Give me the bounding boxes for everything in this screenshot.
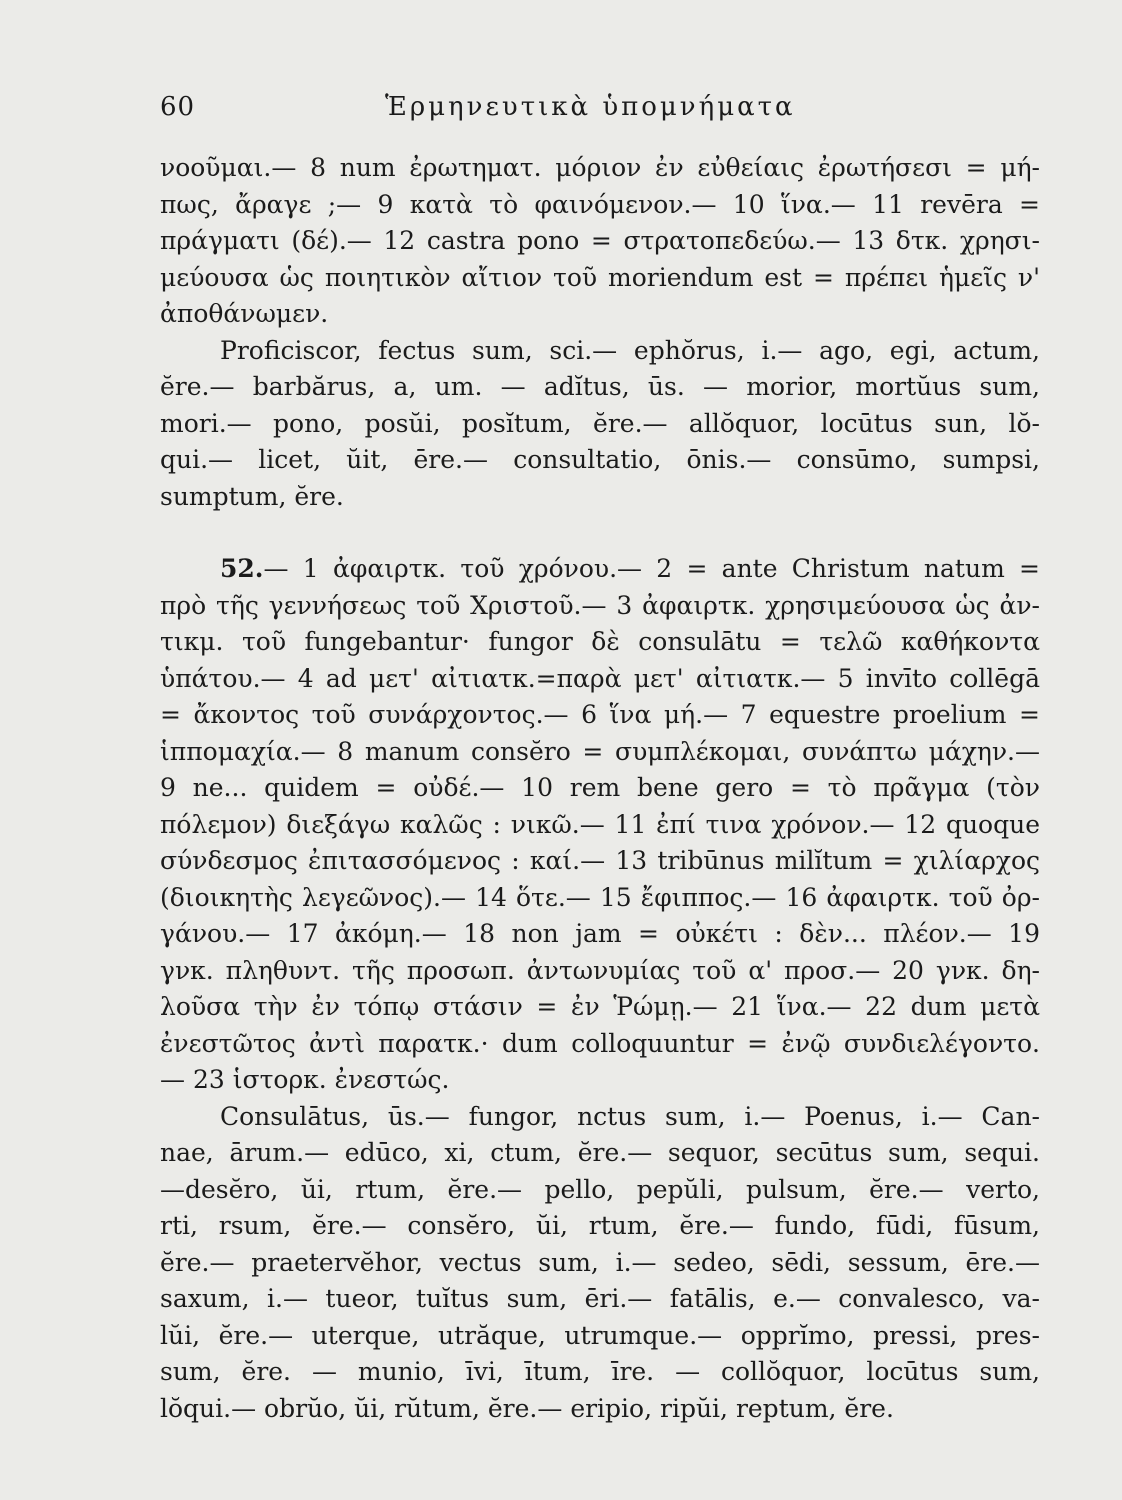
text-line: Consulātus, ūs.— fungor, nctus sum, i.— Poenus, i.— Can- <box>220 1101 1040 1131</box>
text-line: ĕre.— barbărus, a, um. — adĭtus, ūs. — morior, mortŭus sum, <box>160 372 1040 401</box>
text-line: λοῦσα τὴν ἐν τόπῳ στάσιν = ἐν Ῥώμῃ.— 21 ἵνα.— 22 dum μετὰ <box>160 992 1040 1021</box>
text-line: sumptum, ĕre. <box>160 481 344 511</box>
text-line: Proficiscor, fectus sum, sci.— ephŏrus, i.— ago, egi, actum, <box>220 335 1040 365</box>
text-line: γάνου.— 17 ἀκόμη.— 18 non jam = οὐκέτι : δὲν... πλέον.— 19 <box>160 919 1040 948</box>
running-title: Ἑρμηνευτικὰ ὑπομνήματα <box>385 92 796 122</box>
text-line: — 23 ἱστορκ. ἐνεστώς. <box>160 1065 450 1094</box>
text-line: πρὸ τῆς γεννήσεως τοῦ Χριστοῦ.— 3 ἀφαιρτκ. χρησιμεύουσα ὡς ἀν- <box>160 590 1040 620</box>
text-line: σύνδεσμος ἐπιτασσόμενος : καί.— 13 tribūnus milĭtum = χιλίαρχος <box>160 846 1040 875</box>
section-51-notes <box>160 150 1040 333</box>
text-line: = ἄκοντος τοῦ συνάρχοντος.— 6 ἵνα μή.— 7 equestre proelium = <box>160 700 1040 729</box>
text-line: saxum, i.— tueor, tuĭtus sum, ēri.— fatālis, e.— convalesco, va- <box>160 1284 1040 1313</box>
text-line: πόλεμον) διεξάγω καλῶς : νικῶ.— 11 ἐπί τινα χρόνον.— 12 quoque <box>160 809 1040 839</box>
text-line: γνκ. πληθυντ. τῆς προσωπ. ἀντωνυμίας τοῦ α' προσ.— 20 γνκ. δη- <box>160 955 1040 985</box>
text-line: ἀποθάνωμεν. <box>160 299 329 328</box>
text-line: qui.— licet, ŭit, ēre.— consultatio, ōnis.— consūmo, sumpsi, <box>160 445 1040 474</box>
text-block <box>160 150 1040 1427</box>
text-line: rti, rsum, ĕre.— consĕro, ŭi, rtum, ĕre.— fundo, fūdi, fūsum, <box>160 1211 1040 1240</box>
text-line: ἱππομαχία.— 8 manum consĕro = συμπλέκομαι, συνάπτω μάχην.— <box>160 736 1040 766</box>
text-line: ὑπάτου.— 4 ad μετ' αἰτιατκ.=παρὰ μετ' αἰτιατκ.— 5 invīto collēgā <box>160 663 1040 693</box>
section-number: 52. <box>220 554 264 583</box>
text-line: lŏqui.— obrŭo, ŭi, rŭtum, ĕre.— eripio, ripŭi, reptum, ĕre. <box>160 1393 894 1423</box>
text-line: μεύουσα ὡς ποιητικὸν αἴτιον τοῦ moriendum est = πρέπει ἡμεῖς ν' <box>160 262 1040 292</box>
text-line: πράγματι (δέ).— 12 castra pono = στρατοπεδεύω.— 13 δτκ. χρησι- <box>160 226 1040 255</box>
text-line: τικμ. τοῦ fungebantur· fungor δὲ consulātu = τελῶ καθήκοντα <box>160 627 1040 656</box>
text-line: 9 ne... quidem = οὐδέ.— 10 rem bene gero = τὸ πρᾶγμα (τὸν <box>160 773 1040 802</box>
text-line: mori.— pono, posŭi, posĭtum, ĕre.— allŏquor, locūtus sun, lŏ- <box>160 408 1040 438</box>
text-line: ἐνεστῶτος ἀντὶ παρατκ.· dum colloquuntur = ἐνῷ συνδιελέγοντο. <box>160 1028 1040 1058</box>
page-header <box>160 92 1040 136</box>
text-line: —desĕro, ŭi, rtum, ĕre.— pello, pepŭli, pulsum, ĕre.— verto, <box>160 1174 1040 1204</box>
text-line <box>160 551 1040 588</box>
section-gap <box>160 515 1040 551</box>
text-line: lŭi, ĕre.— uterque, utrăque, utrumque.— opprĭmo, pressi, pres- <box>160 1320 1040 1350</box>
text-line: πως, ἄραγε ;— 9 κατὰ τὸ φαινόμενον.— 10 ἵνα.— 11 revēra = <box>160 189 1040 219</box>
text-line: nae, ārum.— edūco, xi, ctum, ĕre.— sequor, secūtus sum, sequi. <box>160 1138 1040 1167</box>
text-line: sum, ĕre. — munio, īvi, ītum, īre. — collŏquor, locūtus sum, <box>160 1357 1040 1386</box>
section-51-vocabulary <box>160 333 1040 516</box>
section-52-first-line: — 1 ἀφαιρτκ. τοῦ χρόνου.— 2 = ante Christum natum = <box>263 554 1040 583</box>
text-line: νοοῦμαι.— 8 num ἐρωτηματ. μόριον ἐν εὐθείαις ἐρωτήσεσι = μή- <box>160 153 1040 182</box>
section-52-notes <box>160 551 1040 1099</box>
text-line: ĕre.— praetervĕhor, vectus sum, i.— sedeo, sēdi, sessum, ēre.— <box>160 1247 1040 1277</box>
text-line: (διοικητὴς λεγεῶνος).— 14 ὅτε.— 15 ἔφιππος.— 16 ἀφαιρτκ. τοῦ ὀρ- <box>160 882 1040 912</box>
page-number: 60 <box>160 92 196 122</box>
section-52-vocabulary <box>160 1099 1040 1428</box>
